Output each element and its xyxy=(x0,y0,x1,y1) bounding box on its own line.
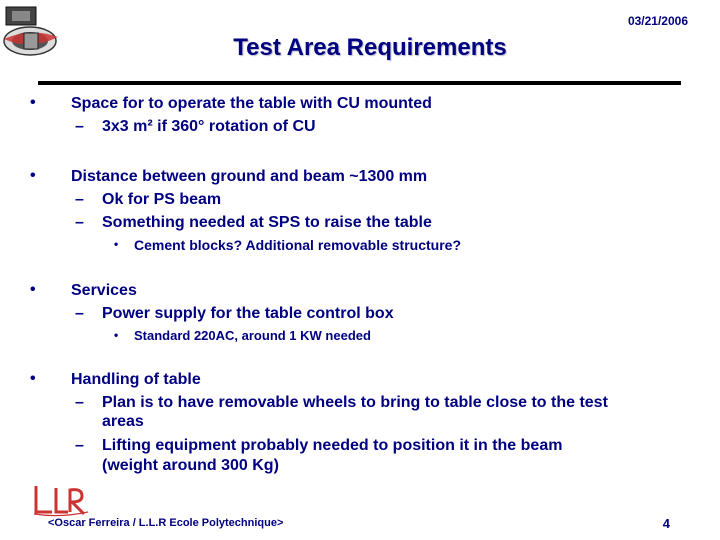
dash-marker: – xyxy=(75,305,84,322)
page-title: Test Area Requirements xyxy=(233,34,507,61)
dash-marker: – xyxy=(75,118,84,135)
llr-logo-icon xyxy=(30,482,92,518)
sub-bullet-text: Lifting equipment probably needed to position it in the beam xyxy=(102,437,563,454)
dash-marker: – xyxy=(75,191,84,208)
sub-bullet-text-continued: (weight around 300 Kg) xyxy=(102,457,279,474)
sub-bullet-text-continued: areas xyxy=(102,413,144,430)
dash-marker: – xyxy=(75,394,84,411)
sub-bullet-text: 3x3 m² if 360° rotation of CU xyxy=(102,118,316,135)
subsub-bullet-text: Cement blocks? Additional removable structure? xyxy=(134,237,461,253)
bullet-marker: • xyxy=(30,167,36,184)
bullet-text: Handling of table xyxy=(71,371,201,388)
bullet-marker: • xyxy=(30,370,36,387)
bullet-text: Space for to operate the table with CU mounted xyxy=(71,95,432,112)
sub-bullet-text: Ok for PS beam xyxy=(102,191,222,208)
dash-marker: – xyxy=(75,214,84,231)
sub-bullet-text: Something needed at SPS to raise the table xyxy=(102,214,432,231)
date-label: 03/21/2006 xyxy=(627,14,688,28)
sub-bullet-text: Plan is to have removable wheels to bring to table close to the test xyxy=(102,394,608,411)
bullet-marker: • xyxy=(30,94,36,111)
bullet-text: Distance between ground and beam ~1300 mm xyxy=(71,168,428,185)
bullet-marker: • xyxy=(30,281,36,298)
sub-bullet-text: Power supply for the table control box xyxy=(102,305,394,322)
footer-author: <Oscar Ferreira / L.L.R Ecole Polytechnique> xyxy=(48,517,284,529)
bullet-text: Services xyxy=(71,282,137,299)
subsub-marker: • xyxy=(114,328,119,342)
subsub-marker: • xyxy=(114,237,119,251)
page-number: 4 xyxy=(662,516,670,531)
subsub-bullet-text: Standard 220AC, around 1 KW needed xyxy=(134,328,371,343)
dash-marker: – xyxy=(75,437,84,454)
